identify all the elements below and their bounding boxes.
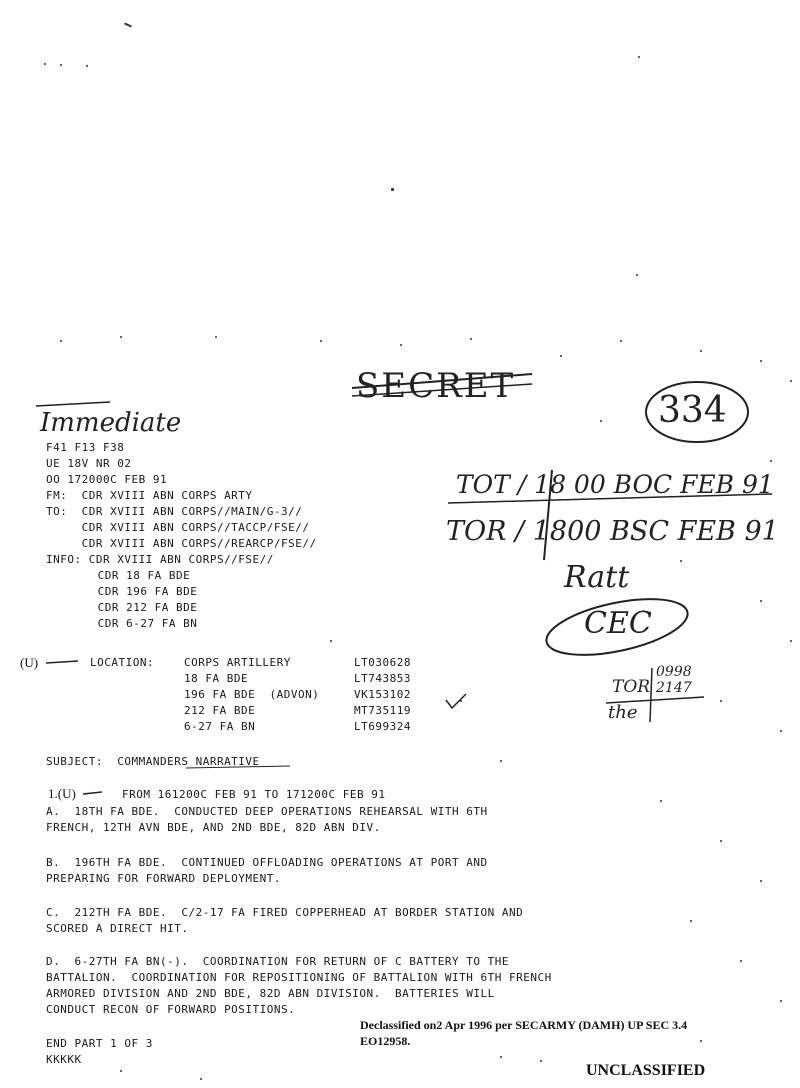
location-label: LOCATION: <box>90 656 155 669</box>
location-unit: 196 FA BDE (ADVON) <box>184 688 320 701</box>
cec-handwritten: CEC <box>584 606 652 641</box>
paragraph-1-marking: 1.(U) <box>48 786 76 801</box>
header-line: OO 172000C FEB 91 <box>46 473 168 486</box>
subject-line: SUBJECT: COMMANDERS NARRATIVE <box>46 755 260 768</box>
header-line: CDR 6-27 FA BN <box>62 617 198 630</box>
header-line: CDR XVIII ABN CORPS//REARCP/FSE// <box>46 537 317 550</box>
location-unit: 18 FA BDE <box>184 672 249 685</box>
location-grid: MT735119 <box>354 704 411 717</box>
paragraph-a: A. 18TH FA BDE. CONDUCTED DEEP OPERATIONS REHEARSAL WITH 6TH FRENCH, 12TH AVN BDE, AND 2ND BDE, 82D ABN DIV. <box>46 805 488 834</box>
classification-footer: UNCLASSIFIED <box>586 1062 706 1079</box>
tor-box-name: the <box>608 702 638 723</box>
location-grid: LT699324 <box>354 720 411 733</box>
paragraph-b: B. 196TH FA BDE. CONTINUED OFFLOADING OPERATIONS AT PORT AND PREPARING FOR FORWARD DEPLOYMENT. <box>46 856 488 885</box>
ratt-handwritten: Ratt <box>564 560 630 595</box>
end-part-line: END PART 1 OF 3 <box>46 1037 153 1050</box>
paragraph-1-intro: FROM 161200C FEB 91 TO 171200C FEB 91 <box>122 788 386 801</box>
paragraph-d: D. 6-27TH FA BN(-). COORDINATION FOR RETURN OF C BATTERY TO THE BATTALION. COORDINATION FOR REPOSITIONING OF BATTALION WITH 6TH FRENCH ARMORED DIVISION AND 2ND BDE, 82D ABN DIVISION. BATTERIES WILL CONDUCT RECON OF FORWARD POSITIONS. <box>46 955 552 1016</box>
location-marking: (U) <box>20 655 39 670</box>
location-unit: 212 FA BDE <box>184 704 256 717</box>
location-unit: 6-27 FA BN <box>184 720 256 733</box>
location-grid: VK153102 <box>354 688 411 701</box>
location-grid: LT743853 <box>354 672 411 685</box>
precedence-handwritten: Immediate <box>40 408 182 438</box>
header-line: UE 18V NR 02 <box>46 457 132 470</box>
header-line: CDR 18 FA BDE <box>62 569 191 582</box>
header-line: CDR 212 FA BDE <box>62 601 198 614</box>
header-line: TO: CDR XVIII ABN CORPS//MAIN/G-3// <box>46 505 303 518</box>
header-line: FM: CDR XVIII ABN CORPS ARTY <box>46 489 253 502</box>
tot-handwritten: TOT / 18 00 BOC FEB 91 <box>456 470 774 499</box>
declassification-authority: EO12958. <box>360 1034 411 1048</box>
location-grid: LT030628 <box>354 656 411 669</box>
tor-box-label: TOR <box>612 677 651 697</box>
page-number-handwritten: 334 <box>658 390 727 431</box>
secret-stamp: SECRET <box>356 366 516 406</box>
header-line: CDR 196 FA BDE <box>62 585 198 598</box>
end-marker-line: KKKKK <box>46 1053 82 1066</box>
header-line: F41 F13 F38 <box>46 441 125 454</box>
tor-box-value: 0998 2147 <box>656 664 692 696</box>
header-line: CDR XVIII ABN CORPS//TACCP/FSE// <box>46 521 310 534</box>
paragraph-c: C. 212TH FA BDE. C/2-17 FA FIRED COPPERHEAD AT BORDER STATION AND SCORED A DIRECT HIT. <box>46 906 524 935</box>
header-line: INFO: CDR XVIII ABN CORPS//FSE// <box>46 553 274 566</box>
declassification-note: Declassified on2 Apr 1996 per SECARMY (DAMH) UP SEC 3.4 <box>360 1018 688 1032</box>
tor-handwritten: TOR / 1800 BSC FEB 91 <box>446 516 779 547</box>
location-unit: CORPS ARTILLERY <box>184 656 291 669</box>
